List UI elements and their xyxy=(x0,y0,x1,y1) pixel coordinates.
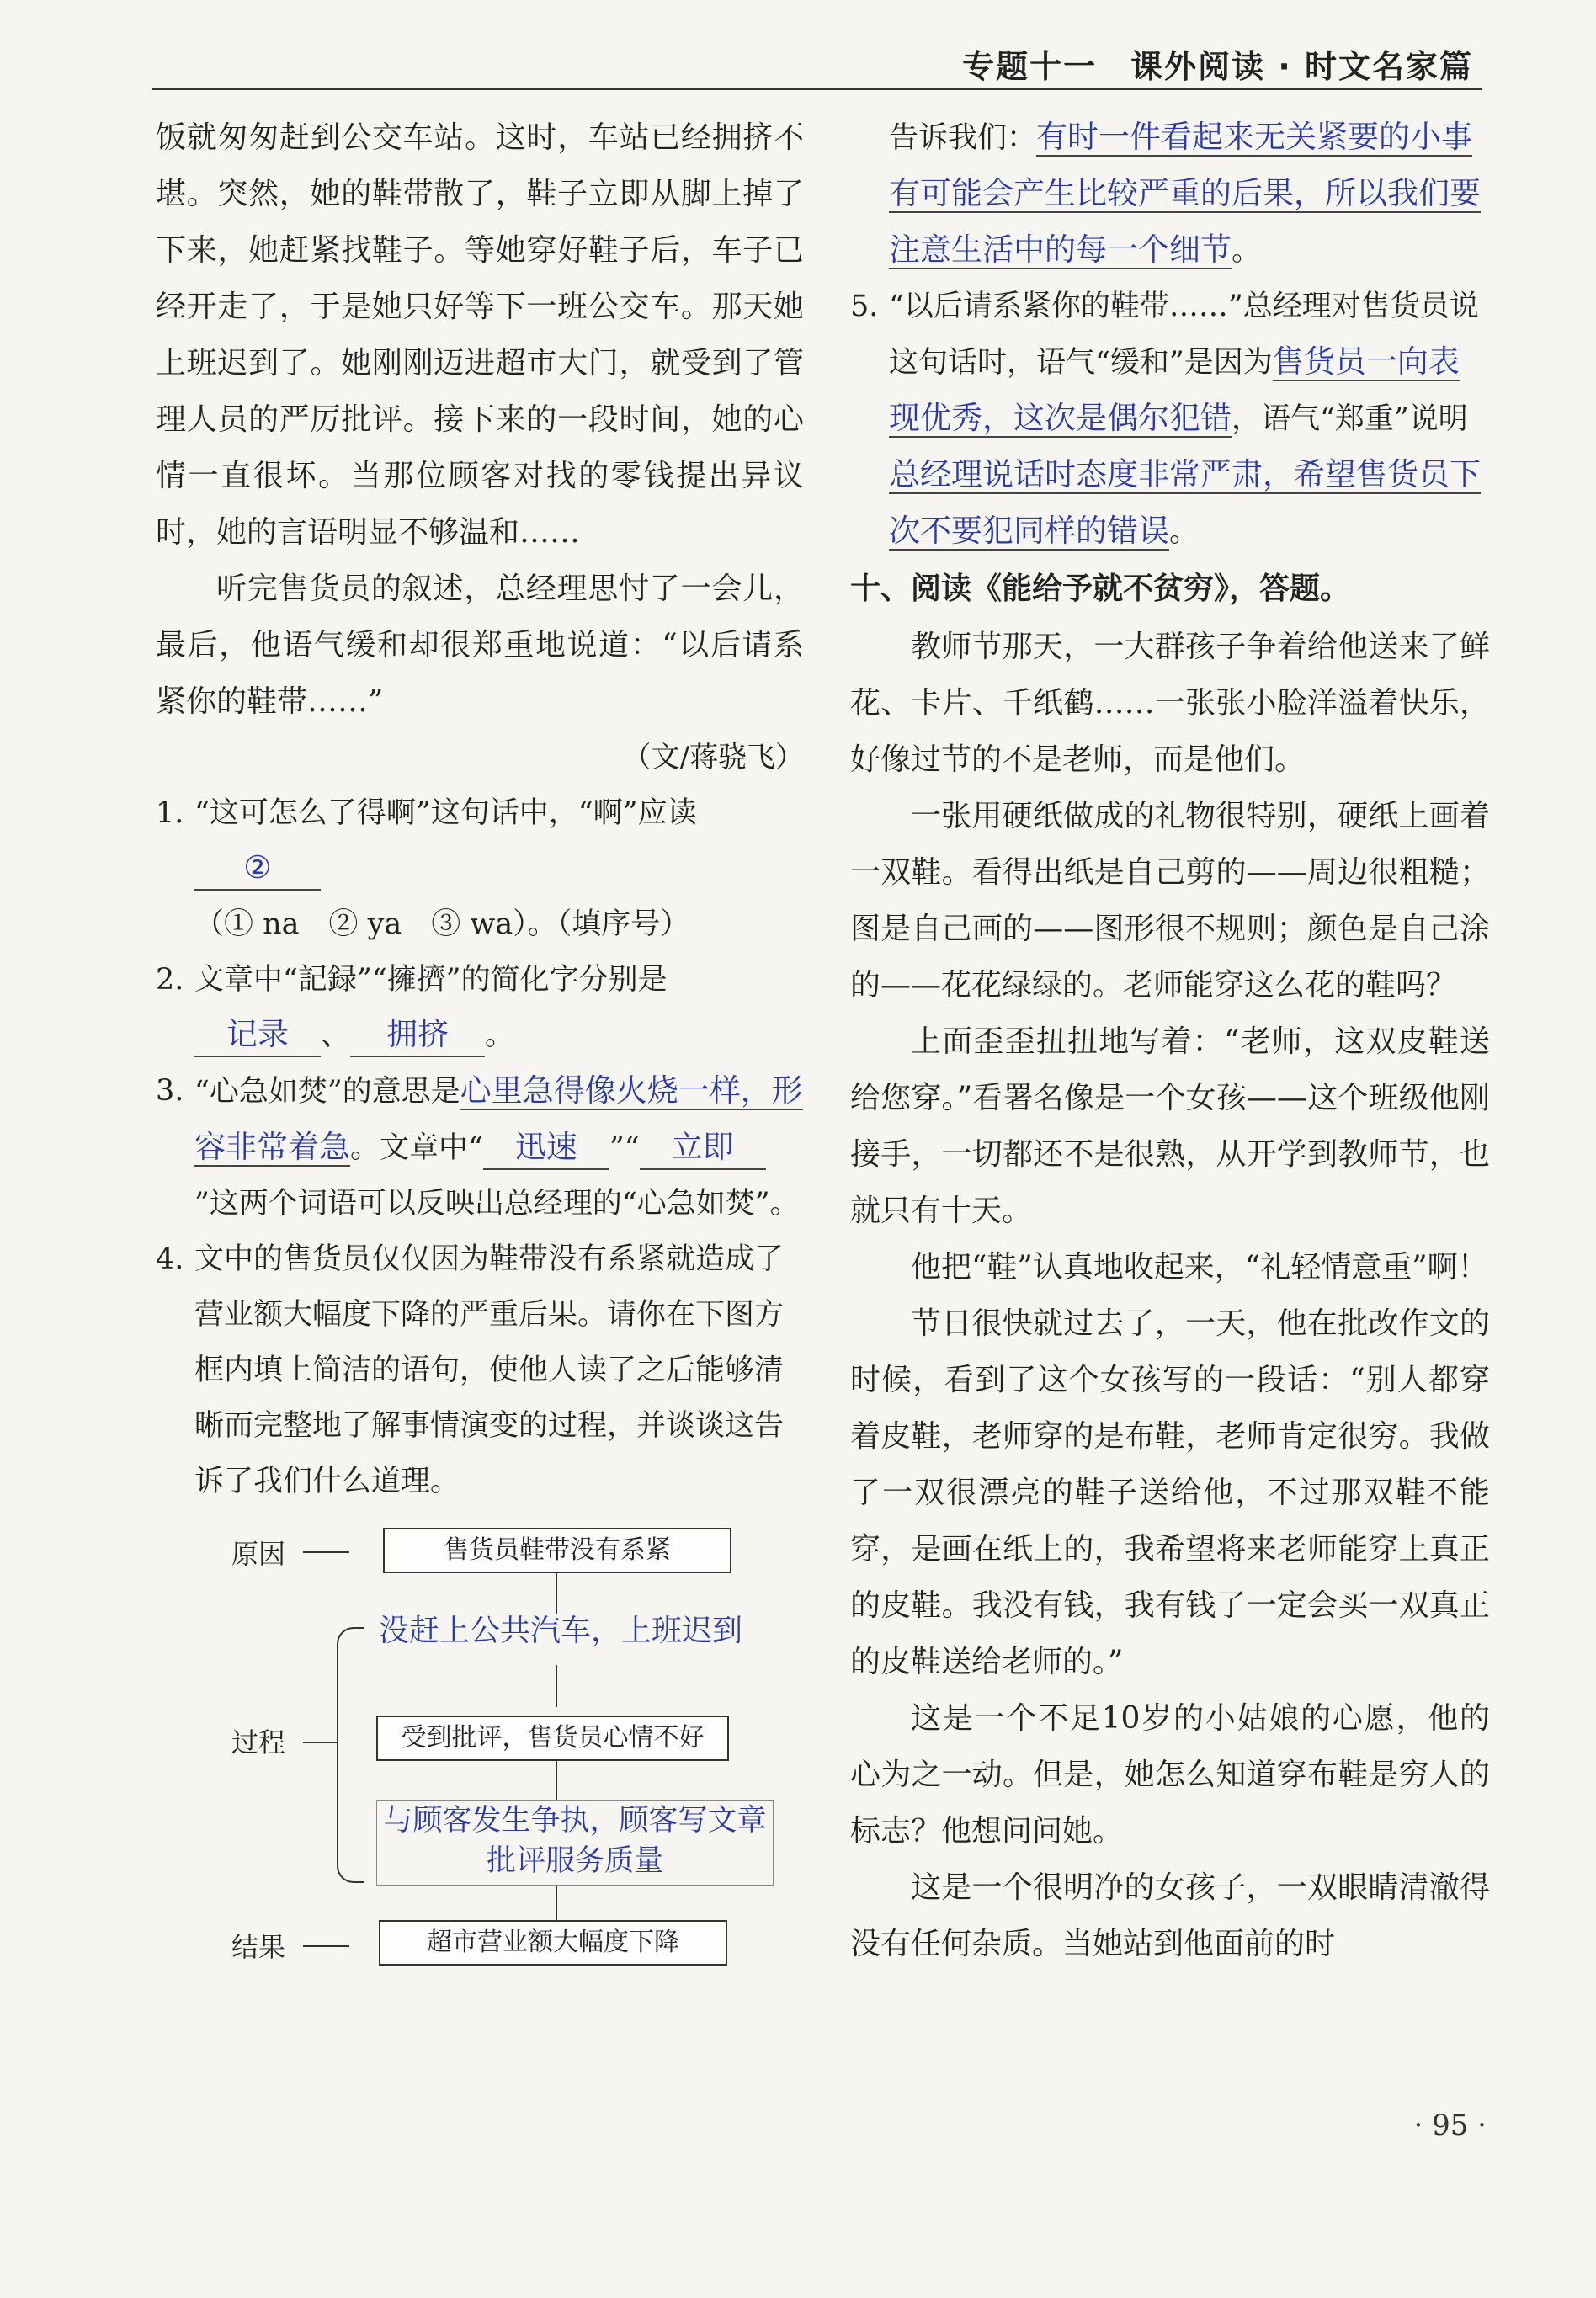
flow-box-answer-2[interactable]: 与顾客发生争执，顾客写文章批评服务质量 xyxy=(376,1800,774,1886)
process-bracket xyxy=(337,1627,364,1883)
flow-box-process: 受到批评，售货员心情不好 xyxy=(376,1716,729,1761)
header-title: 专题十一 课外阅读 · 时文名家篇 xyxy=(962,48,1473,85)
arrow-down-icon xyxy=(556,1665,557,1707)
left-column xyxy=(156,109,804,1997)
flow-box-cause: 售货员鞋带没有系紧 xyxy=(383,1528,732,1573)
article-paragraph-7: 这是一个很明净的女孩子，一双眼睛清澈得没有任何杂质。当她站到他面前的时 xyxy=(850,1870,1490,1961)
question-number: 3. xyxy=(156,1074,184,1108)
question-3 xyxy=(156,1063,804,1231)
arrow-right-icon xyxy=(303,1551,349,1553)
article-paragraph-3: 上面歪歪扭扭地写着：“老师，这双皮鞋送给您穿。”看署名像是一个女孩——这个班级他刚接手，一切都还不是很熟，从开学到教师节，也就只有十天。 xyxy=(850,1024,1490,1228)
separator: 、 xyxy=(321,1019,351,1052)
story-paragraph-1: 饭就匆匆赶到公交车站。这时，车站已经拥挤不堪。突然，她的鞋带散了，鞋子立即从脚上掉了下来，她赶紧找鞋子。等她穿好鞋子后，车子已经开走了，于是她只好等下一班公交车。那天她上班迟到了。她刚刚迈进超市大门，就受到了管理人员的严厉批评。接下来的一段时间，她的心情一直很坏。当那位顾客对找的零钱提出异议时，她的言语明显不够温和…… xyxy=(156,120,804,550)
story-paragraph-2: 听完售货员的叙述，总经理思忖了一会儿，最后，他语气缓和却很郑重地说道：“以后请系紧你的鞋带……” xyxy=(156,572,804,719)
flow-diagram xyxy=(156,1526,804,1997)
answer-q4-lesson[interactable]: 有时一件看起来无关紧要的小事有可能会产生比较严重的后果，所以我们要注意生活中的每一个细节 xyxy=(889,119,1481,268)
question-text: “以后请系紧你的鞋带……”总经理对售货员说这句话时，语气“缓和”是因为 xyxy=(889,290,1479,380)
label-result: 结果 xyxy=(231,1931,286,1963)
answer-q1[interactable]: ② xyxy=(194,847,321,891)
label-cause: 原因 xyxy=(231,1538,286,1570)
answer-q2-first[interactable]: 记录 xyxy=(194,1013,321,1057)
label-process: 过程 xyxy=(231,1726,286,1758)
question-text: 。文章中“ xyxy=(350,1131,483,1165)
answer-q3-word1[interactable]: 迅速 xyxy=(483,1126,609,1170)
right-column xyxy=(850,109,1490,1972)
flow-box-result: 超市营业额大幅度下降 xyxy=(379,1920,727,1966)
article-paragraph-4: 他把“鞋”认真地收起来，“礼轻情意重”啊！ xyxy=(911,1250,1488,1285)
question-text: ”这两个词语可以反映出总经理的“心急如焚”。 xyxy=(194,1187,800,1221)
page-number: · 95 · xyxy=(1413,2109,1487,2142)
punctuation: 。 xyxy=(485,1019,515,1052)
answer-q3-meaning[interactable]: 心里急得像火烧一样，形容非常着急 xyxy=(194,1072,803,1165)
answer-q5-gentle[interactable]: 售货员一向表现优秀，这次是偶尔犯错 xyxy=(889,343,1460,436)
punctuation: 。 xyxy=(1169,515,1200,549)
arrow-down-icon xyxy=(556,1572,557,1614)
answer-q5-serious[interactable]: 总经理说话时态度非常严肃，希望售货员下次不要犯同样的错误 xyxy=(889,456,1481,549)
answer-q2-second[interactable]: 拥挤 xyxy=(350,1013,485,1057)
question-2 xyxy=(156,952,804,1063)
question-5 xyxy=(850,279,1490,560)
question-text: “心急如焚”的意思是 xyxy=(194,1075,460,1109)
flow-box-answer-1[interactable]: 没赶上公共汽车，上班迟到 xyxy=(379,1614,743,1648)
arrow-right-icon xyxy=(303,1945,349,1947)
question-text: “这可怎么了得啊”这句话中，“啊”应读 xyxy=(194,796,697,830)
question-number: 4. xyxy=(156,1242,184,1276)
article-paragraph-2: 一张用硬纸做成的礼物很特别，硬纸上画着一双鞋。看得出纸是自己剪的——周边很粗糙；图是自己画的——图形很不规则；颜色是自己涂的——花花绿绿的。老师能穿这么花的鞋吗？ xyxy=(850,799,1490,1003)
article-paragraph-6: 这是一个不足10岁的小姑娘的心愿，他的心为之一动。但是，她怎么知道穿布鞋是穷人的标志？他想问问她。 xyxy=(850,1701,1490,1849)
question-number: 1. xyxy=(156,796,184,830)
article-paragraph-5: 节日很快就过去了，一天，他在批改作文的时候，看到了这个女孩写的一段话：“别人都穿着皮鞋，老师穿的是布鞋，老师肯定很穷。我做了一双很漂亮的鞋子送给他，不过那双鞋不能穿，是画在纸上的，我希望将来老师能穿上真正的皮鞋。我没有钱，我有钱了一定会买一双真正的皮鞋送给老师的。” xyxy=(850,1306,1490,1679)
question-text: 文中的售货员仅仅因为鞋带没有系紧就造成了营业额大幅度下降的严重后果。请你在下图方框内填上简洁的语句，使他人读了之后能够清晰而完整地了解事情演变的过程，并谈谈这告诉了我们什么道理。 xyxy=(194,1242,785,1498)
question-1 xyxy=(156,785,804,952)
question-text: 告诉我们： xyxy=(889,121,1037,155)
page-header xyxy=(152,34,1482,90)
question-4 xyxy=(156,1231,804,1509)
arrow-right-icon xyxy=(303,1742,337,1743)
arrow-down-icon xyxy=(556,1886,557,1920)
punctuation: 。 xyxy=(1232,234,1262,268)
article-paragraph-1: 教师节那天，一大群孩子争着给他送来了鲜花、卡片、千纸鹤……一张张小脸洋溢着快乐，好像过节的不是老师，而是他们。 xyxy=(850,630,1490,777)
arrow-down-icon xyxy=(556,1759,557,1801)
question-text: 文章中“記録”“擁擠”的简化字分别是 xyxy=(194,963,668,997)
source-attribution: （文/蒋骁飞） xyxy=(622,741,804,774)
question-number: 5. xyxy=(850,290,879,323)
question-text: （① na ② ya ③ wa）。（填序号） xyxy=(194,907,690,941)
question-4-tail xyxy=(850,109,1490,279)
answer-q3-word2[interactable]: 立即 xyxy=(640,1126,766,1170)
question-text: ”“ xyxy=(609,1131,640,1165)
section-title: 十、阅读《能给予就不贫穷》，答题。 xyxy=(850,572,1351,606)
question-text: ，语气“郑重”说明 xyxy=(1232,402,1468,436)
question-number: 2. xyxy=(156,963,184,997)
